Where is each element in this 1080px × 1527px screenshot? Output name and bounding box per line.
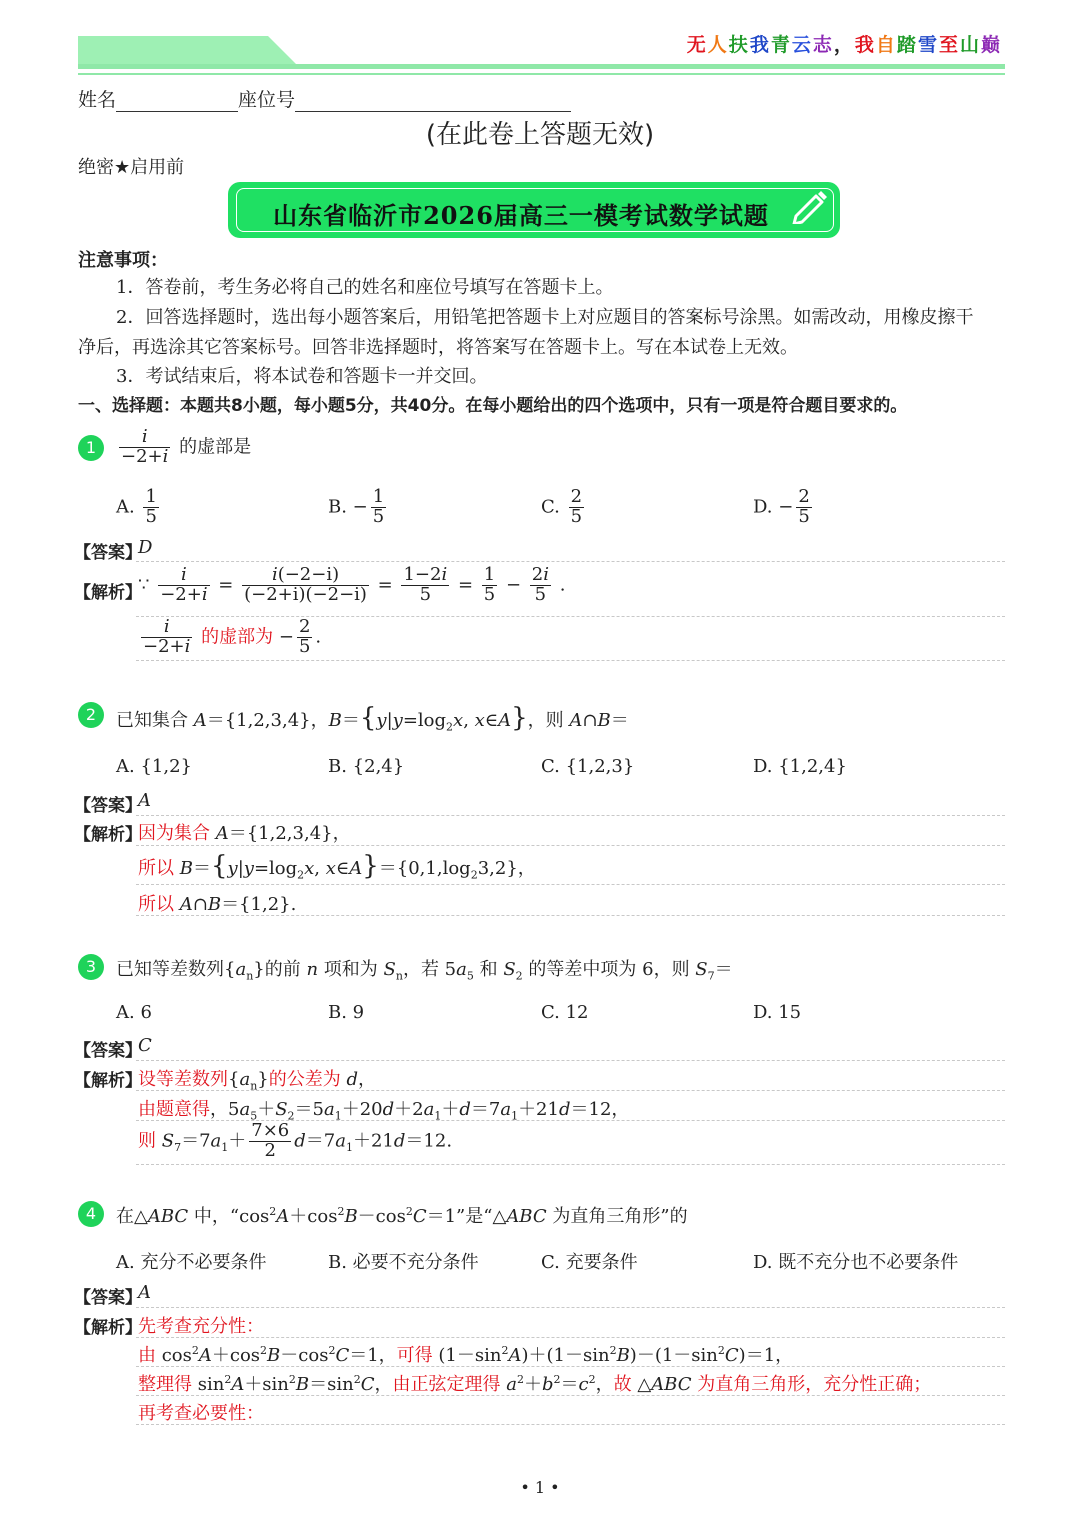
q2-analysis-label: 【解析】 bbox=[74, 825, 142, 845]
q1-solution-2: $\frac{i}{-2+i}$ 的虚部为 − $\frac{2}{5}$ . bbox=[143, 616, 322, 657]
q4-divider-3 bbox=[136, 1366, 1005, 1367]
slogan-char: 云 bbox=[791, 34, 813, 56]
slogan-char: 扶 bbox=[728, 34, 750, 56]
q4-divider-4 bbox=[136, 1395, 1005, 1396]
secret-mark: 绝密★启用前 bbox=[78, 157, 185, 178]
q3-divider-2 bbox=[136, 1090, 1005, 1091]
q2-option-b: B. {2,4} bbox=[328, 756, 405, 777]
q1-option-a: A. $\frac{1}{5}$ bbox=[116, 486, 157, 527]
slogan-char: 青 bbox=[770, 34, 792, 56]
q2-answer-label: 【答案】 bbox=[74, 796, 142, 816]
q1-option-c: C. $\frac{2}{5}$ bbox=[541, 486, 583, 527]
notice-item-2a: 2．回答选择题时，选出每小题答案后，用铅笔把答题卡上对应题目的答案标号涂黑。如需改动，用橡皮擦干 bbox=[116, 307, 974, 328]
q4-stem: 在△ABC 中，“$\cos^2A+\cos^2B-\cos^2C=1$”是“△ABC 为直角三角形”的 bbox=[116, 1205, 688, 1227]
q2-divider-3 bbox=[136, 884, 1005, 885]
q1-stem: $\frac{i}{-2+i}$ 的虚部是 bbox=[121, 426, 252, 467]
q3-option-a: A. 6 bbox=[116, 1002, 152, 1023]
page-number: • 1 • bbox=[520, 1478, 560, 1497]
q4-solution-2: 由 $\cos^2A+\cos^2B-\cos^2C=1$，可得 $(1-\sin^2A)+(1-\sin^2B)-(1-\sin^2C)=1$， bbox=[138, 1344, 794, 1366]
question-number-3: 3 bbox=[78, 954, 104, 980]
q4-analysis-label: 【解析】 bbox=[74, 1318, 142, 1338]
q4-solution-4: 再考查必要性： bbox=[138, 1403, 264, 1424]
q1-answer: D bbox=[138, 537, 153, 558]
slogan-char: 自 bbox=[875, 34, 897, 56]
q1-stem-text: 的虚部是 bbox=[179, 436, 252, 458]
q2-solution-1: 因为集合 A＝{1,2,3,4}， bbox=[138, 823, 351, 844]
section-heading: 一、选择题：本题共8小题，每小题5分，共40分。在每小题给出的四个选项中，只有一项是符合题目要求的。 bbox=[78, 396, 908, 416]
slogan-char: 巅 bbox=[980, 34, 1002, 56]
slogan-char: 无 bbox=[686, 34, 708, 56]
name-seat-row bbox=[78, 85, 571, 112]
seat-field bbox=[295, 91, 571, 112]
header-rule bbox=[78, 64, 1005, 69]
pencil-icon bbox=[790, 188, 830, 224]
slogan-char: 志 bbox=[812, 34, 834, 56]
q1-analysis-label: 【解析】 bbox=[74, 583, 142, 603]
name-label: 姓名 bbox=[78, 89, 117, 111]
q2-option-c: C. {1,2,3} bbox=[541, 756, 635, 777]
slogan-char: 至 bbox=[938, 34, 960, 56]
q1-option-b: B. − $\frac{1}{5}$ bbox=[328, 486, 385, 527]
q3-answer-label: 【答案】 bbox=[74, 1041, 142, 1061]
q1-option-d: D. − $\frac{2}{5}$ bbox=[753, 486, 810, 527]
slogan-char: 山 bbox=[959, 34, 981, 56]
q4-option-c: C. 充要条件 bbox=[541, 1252, 638, 1273]
q3-divider-4 bbox=[136, 1164, 1005, 1165]
q3-solution-3: 则 $S_7=7a_1+$ $\frac{7\times 6}{2}$ $d=7a_1+21d=12$. bbox=[138, 1120, 453, 1161]
header-rule-thin bbox=[78, 73, 1005, 75]
q3-answer: C bbox=[138, 1035, 152, 1056]
q1-divider-2 bbox=[136, 616, 1005, 617]
q2-divider-2 bbox=[136, 845, 1005, 846]
q2-solution-3: 所以 A∩B＝{1,2}. bbox=[138, 894, 297, 915]
q2-solution-2: 所以 $B=\{y|y=\log_2x$, $x\in A\}=\{0,1,\log_23,2\}$， bbox=[138, 851, 536, 882]
q4-answer: A bbox=[138, 1282, 151, 1303]
q4-divider-2 bbox=[136, 1337, 1005, 1338]
notice-item-1: 1．答卷前，考生务必将自己的姓名和座位号填写在答题卡上。 bbox=[116, 277, 614, 298]
slogan-char: 我 bbox=[854, 34, 876, 56]
q2-divider bbox=[136, 815, 1005, 816]
q1-divider-3 bbox=[136, 660, 1005, 661]
exam-title: 山东省临沂市2026届高三一模考试数学试题 bbox=[273, 201, 769, 230]
q2-option-a: A. {1,2} bbox=[116, 756, 192, 777]
q3-stem: 已知等差数列$\{a_n\}$的前 n 项和为 $S_n$，若 $5a_5$ 和 $S_2$ 的等差中项为 6，则 $S_7=$ bbox=[116, 959, 733, 983]
slogan bbox=[687, 30, 1002, 57]
q3-solution-2: 由题意得，$5a_5+S_2=5a_1+20d+2a_1+d=7a_1+21d=12$， bbox=[138, 1099, 630, 1123]
slogan-char: 踏 bbox=[896, 34, 918, 56]
q3-option-d: D. 15 bbox=[753, 1002, 802, 1023]
q1-solution-1: ∵ $\frac{i}{-2+i}$ = $\frac{i(-2-i)}{(-2+i)(-2-i)}$ = $\frac{1-2i}{5}$ = $\frac{1}{5}$ − $\frac{2i}{5}$ . bbox=[138, 564, 566, 605]
q2-stem: 已知集合 A＝{1,2,3,4}，$B=\{y|y=\log_2x$, x∈A}，则 A∩B＝ bbox=[116, 703, 629, 734]
header-decoration bbox=[78, 36, 298, 66]
q1-divider bbox=[136, 561, 1005, 562]
slogan-char: ， bbox=[833, 34, 855, 56]
slogan-char: 我 bbox=[749, 34, 771, 56]
q4-option-d: D. 既不充分也不必要条件 bbox=[753, 1252, 959, 1273]
slogan-char: 人 bbox=[707, 34, 729, 56]
notice-heading: 注意事项： bbox=[78, 250, 168, 271]
q4-solution-3: 整理得 $\sin^2A+\sin^2B=\sin^2C$，由正弦定理得 $a^2+b^2=c^2$，故 △ABC 为直角三角形，充分性正确； bbox=[138, 1373, 932, 1395]
q3-solution-1: 设等差数列$\{a_n\}$的公差为 d， bbox=[138, 1069, 376, 1093]
q3-option-c: C. 12 bbox=[541, 1002, 589, 1023]
q4-option-a: A. 充分不必要条件 bbox=[116, 1252, 267, 1273]
slogan-char: 雪 bbox=[917, 34, 939, 56]
notice-item-3: 3．考试结束后，将本试卷和答题卡一并交回。 bbox=[116, 366, 488, 387]
q4-answer-label: 【答案】 bbox=[74, 1288, 142, 1308]
question-number-2: 2 bbox=[78, 702, 104, 728]
q4-solution-1: 先考查充分性： bbox=[138, 1316, 264, 1337]
question-number-4: 4 bbox=[78, 1201, 104, 1227]
q3-option-b: B. 9 bbox=[328, 1002, 365, 1023]
notice-item-2b: 净后，再选涂其它答案标号。回答非选择题时，将答案写在答题卡上。写在本试卷上无效。 bbox=[78, 337, 798, 358]
q2-answer: A bbox=[138, 790, 151, 811]
q2-option-d: D. {1,2,4} bbox=[753, 756, 847, 777]
q3-analysis-label: 【解析】 bbox=[74, 1071, 142, 1091]
q3-divider bbox=[136, 1060, 1005, 1061]
seat-label: 座位号 bbox=[238, 89, 296, 111]
q4-divider-5 bbox=[136, 1424, 1005, 1425]
name-field bbox=[116, 91, 238, 112]
q4-option-b: B. 必要不充分条件 bbox=[328, 1252, 479, 1273]
q1-answer-label: 【答案】 bbox=[74, 543, 142, 563]
invalid-note: (在此卷上答题无效) bbox=[425, 120, 655, 150]
q2-divider-4 bbox=[136, 915, 1005, 916]
question-number-1: 1 bbox=[78, 435, 104, 461]
q4-divider bbox=[136, 1307, 1005, 1308]
